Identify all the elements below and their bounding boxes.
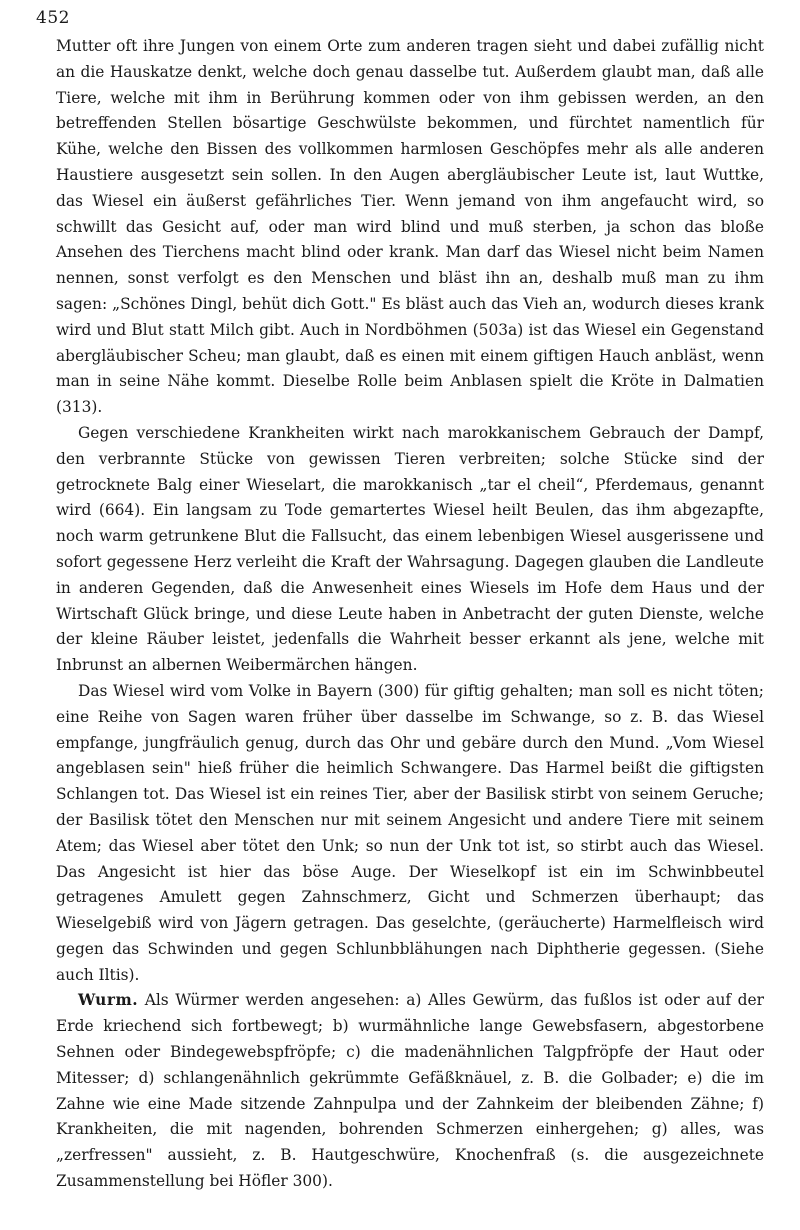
page-number: 452 [36,8,70,28]
body-text [56,34,764,1195]
paragraph-1: Mutter oft ihre Jungen von einem Orte zum anderen tragen sieht und dabei zufällig nicht an die Hauskatze denkt, welche doch genau dasselbe tut. Außerdem glaubt man, daß alle Tiere, welche mit ihm in Berührung kommen oder von ihm gebissen werden, an den betreffenden Stellen bösartige Geschwülste bekommen, und fürchtet namentlich für Kühe, welche den Bissen des vollkommen harmlosen Geschöpfes mehr als alle anderen Haustiere ausgesetzt sein sollen. In den Augen abergläubischer Leute ist, laut Wuttke, das Wiesel ein äußerst gefährliches Tier. Wenn jemand von ihm angefaucht wird, so schwillt das Gesicht auf, oder man wird blind und muß sterben, ja schon das bloße Ansehen des Tierchens macht blind oder krank. Man darf das Wiesel nicht beim Namen nennen, sonst verfolgt es den Menschen und bläst ihn an, deshalb muß man zu ihm sagen: „Schönes Dingl, behüt dich Gott." Es bläst auch das Vieh an, wodurch dieses krank wird und Blut statt Milch gibt. Auch in Nordböhmen (503a) ist das Wiesel ein Gegenstand abergläubischer Scheu; man glaubt, daß es einen mit einem giftigen Hauch anbläst, wenn man in seine Nähe kommt. Dieselbe Rolle beim Anblasen spielt die Kröte in Dalmatien (313). [56,37,764,417]
entry-heading: Wurm. [78,991,139,1010]
paragraph-4 [56,988,764,1194]
paragraph-2: Gegen verschiedene Krankheiten wirkt nach marokkanischem Gebrauch der Dampf, den verbrannte Stücke von gewissen Tieren verbreiten; solche Stücke sind der getrocknete Balg einer Wieselart, die marokkanisch „tar el cheil“, Pferdemaus, genannt wird (664). Ein langsam zu Tode gemartertes Wiesel heilt Beulen, das ihm abgezapfte, noch warm getrunkene Blut die Fallsucht, das einem lebenbigen Wiesel ausgerissene und sofort gegessene Herz verleiht die Kraft der Wahrsagung. Dagegen glauben die Landleute in anderen Gegenden, daß die Anwesenheit eines Wiesels im Hofe dem Haus und der Wirtschaft Glück bringe, und diese Leute haben in Anbetracht der guten Dienste, welche der kleine Räuber leistet, jedenfalls die Wahrheit besser erkannt als jene, welche mit Inbrunst an albernen Weibermärchen hängen. [56,423,764,675]
paragraph-4-text: Als Würmer werden angesehen: a) Alles Gewürm, das fußlos ist oder auf der Erde kriechend sich fortbewegt; b) wurmähnliche lange Gewebsfasern, abgestorbene Sehnen oder Bindegewebspfröpfe; c) die madenähnlichen Talgpfröpfe der Haut oder Mitesser; d) schlangenähnlich gekrümmte Gefäßknäuel, z. B. die Golbader; e) die im Zahne wie eine Made sitzende Zahnpulpa und der Zahnkeim der bleibenden Zähne; f) Krankheiten, die mit nagenden, bohrenden Schmerzen einhergehen; g) alles, was „zerfressen" aussieht, z. B. Hautgeschwüre, Knochenfraß (s. die ausgezeichnete Zusammenstellung bei Höfler 300). [56,991,764,1191]
paragraph-3: Das Wiesel wird vom Volke in Bayern (300) für giftig gehalten; man soll es nicht töten; eine Reihe von Sagen waren früher über dasselbe im Schwange, so z. B. das Wiesel empfange, jungfräulich genug, durch das Ohr und gebäre durch den Mund. „Vom Wiesel angeblasen sein" hieß früher die heimlich Schwangere. Das Harmel beißt die giftigsten Schlangen tot. Das Wiesel ist ein reines Tier, aber der Basilisk stirbt von seinem Geruche; der Basilisk tötet den Menschen nur mit seinem Angesicht und andere Tiere mit seinem Atem; das Wiesel aber tötet den Unk; so nun der Unk tot ist, so stirbt auch das Wiesel. Das Angesicht ist hier das böse Auge. Der Wieselkopf ist ein im Schwinbbeutel getragenes Amulett gegen Zahnschmerz, Gicht und Schmerzen überhaupt; das Wieselgebiß wird von Jägern getragen. Das geselchte, (geräucherte) Harmelfleisch wird gegen das Schwinden und gegen Schlunbblähungen nach Diphtherie gegessen. (Siehe auch Iltis). [56,681,764,984]
